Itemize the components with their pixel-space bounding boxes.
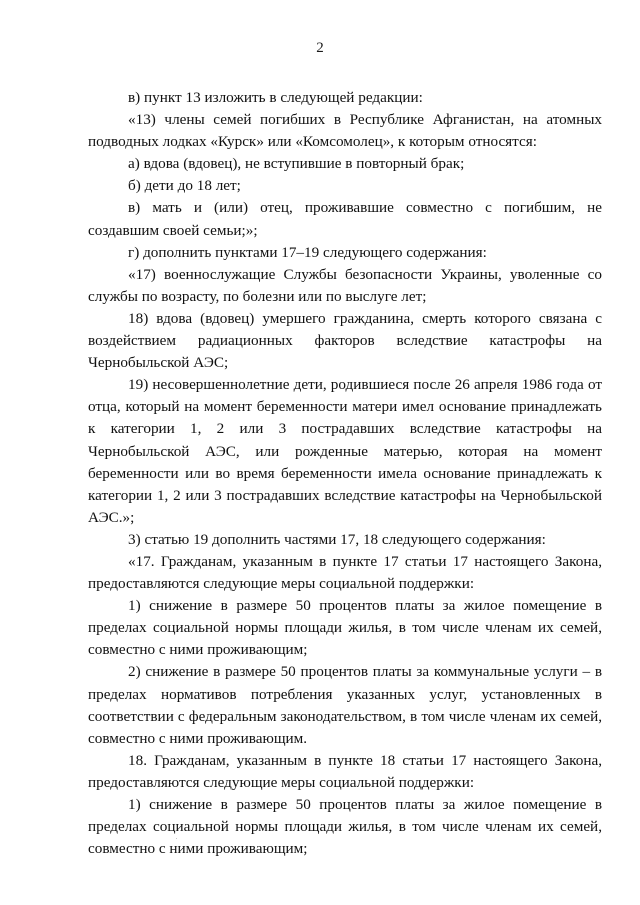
paragraph-subitem-v: в) мать и (или) отец, проживавшие совместно с погибшим, не создавшим своей семьи;»;	[88, 199, 602, 239]
document-body	[88, 87, 602, 860]
scan-speck	[176, 838, 177, 839]
paragraph-item-13-intro: в) пункт 13 изложить в следующей редакции:	[128, 89, 423, 106]
paragraph-subitem-b: б) дети до 18 лет;	[128, 177, 241, 195]
paragraph-part-18: 18. Гражданам, указанным в пункте 18 статьи 17 настоящего Закона, предоставляются следующие меры социальной поддержки:	[88, 751, 602, 791]
paragraph-subitem-a: а) вдова (вдовец), не вступившие в повторный брак;	[128, 155, 465, 173]
page-number: 2	[316, 40, 324, 56]
paragraph-part-17: «17. Гражданам, указанным в пункте 17 статьи 17 настоящего Закона, предоставляются следующие меры социальной поддержки:	[88, 552, 602, 593]
paragraph-item-18: 18) вдова (вдовец) умершего гражданина, смерть которого связана с воздействием радиационных факторов вследствие катастрофы на Чернобыльской АЭС;	[88, 309, 602, 372]
paragraph-items-17-19-intro: г) дополнить пунктами 17–19 следующего содержания:	[128, 243, 487, 261]
paragraph-part-17-measure-1: 1) снижение в размере 50 процентов платы за жилое помещение в пределах социальной нормы площади жилья, в том числе членам их семей, совместно с ними проживающим;	[88, 597, 602, 659]
paragraph-item-13-text: «13) члены семей погибших в Республике Афганистан, на атомных подводных лодках «Курск» или «Комсомолец», к которым относятся:	[88, 111, 602, 151]
paragraph-part-17-measure-2: 2) снижение в размере 50 процентов платы за коммунальные услуги – в пределах нормативов потребления указанных услуг, установленных в соответствии с федеральным законодательством, в том числе членам их семей, совместно с ними проживающим.	[88, 663, 602, 747]
paragraph-item-19: 19) несовершеннолетние дети, родившиеся после 26 апреля 1986 года от отца, который на момент беременности матери имел основание принадлежать к категории 1, 2 или 3 пострадавших вследствие катастрофы на Чернобыльской АЭС, или рожденные матерью, которая на момент беременности или во время беременности имела основание принадлежать к категории 1, 2 или 3 пострадавших вследствие катастрофы на Чернобыльской АЭС.»;	[88, 376, 602, 526]
paragraph-item-17: «17) военнослужащие Службы безопасности Украины, уволенные со службы по возрасту, по болезни или по выслуге лет;	[88, 265, 602, 305]
paragraph-part-18-measure-1: 1) снижение в размере 50 процентов платы за жилое помещение в пределах социальной нормы площади жилья, в том числе членам их семей, совместно с ними проживающим;	[88, 796, 602, 858]
paragraph-article-19-intro: 3) статью 19 дополнить частями 17, 18 следующего содержания:	[128, 530, 546, 548]
